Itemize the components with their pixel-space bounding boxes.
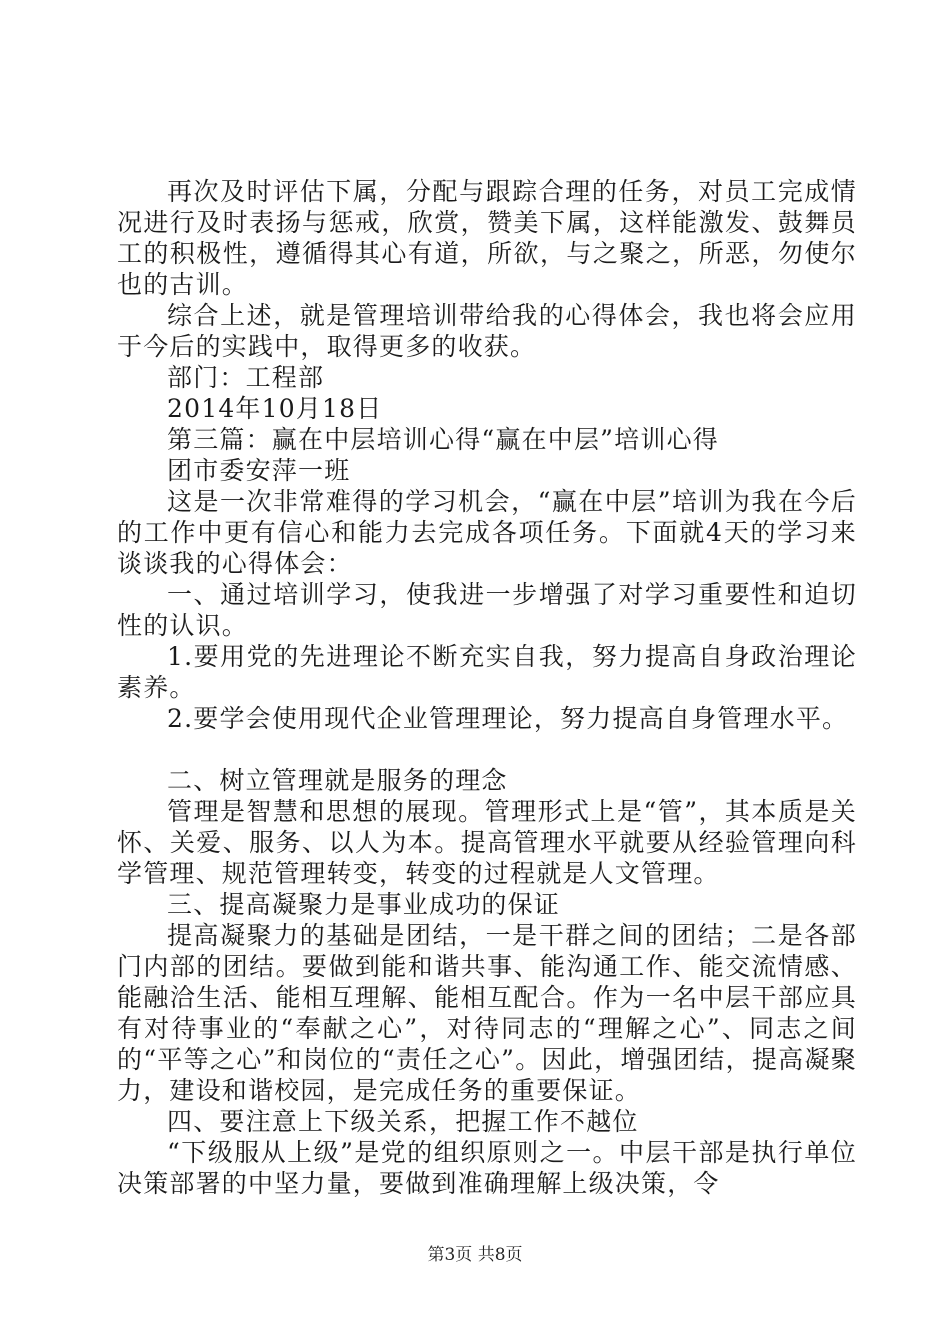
paragraph: 管理是智慧和思想的展现。管理形式上是“管”，其本质是关怀、关爱、服务、以人为本。提高管理水平就要从经验管理向科学管理、规范管理转变，转变的过程就是人文管理。 — [117, 797, 857, 888]
section-title: 第三篇：赢在中层培训心得“赢在中层”培训心得 — [167, 425, 719, 454]
page-number: 第3页 共8页 — [427, 1245, 523, 1265]
paragraph: 提高凝聚力的基础是团结，一是干群之间的团结；二是各部门内部的团结。要做到能和谐共事、能沟通工作、能交流情感、能融洽生活、能相互理解、能相互配合。作为一名中层干部应具有对待事业的“奉献之心”，对待同志的“理解之心”、同志之间的“平等之心”和岗位的“责任之心”。因此，增强团结，提高凝聚力，建设和谐校园，是完成任务的重要保证。 — [117, 921, 857, 1105]
paragraph: 综合上述，就是管理培训带给我的心得体会，我也将会应用于今后的实践中，取得更多的收获。 — [117, 301, 857, 361]
heading: 四、要注意上下级关系，把握工作不越位 — [167, 1107, 639, 1136]
date-line: 2014年10月18日 — [167, 394, 383, 423]
list-item: 2.要学会使用现代企业管理理论，努力提高自身管理水平。 — [167, 704, 849, 733]
heading: 二、树立管理就是服务的理念 — [167, 766, 508, 795]
paragraph: 再次及时评估下属，分配与跟踪合理的任务，对员工完成情况进行及时表扬与惩戒，欣赏，赞美下属，这样能激发、鼓舞员工的积极性，遵循得其心有道，所欲，与之聚之，所恶，勿使尔也的古训。 — [117, 177, 857, 299]
paragraph: 一、通过培训学习，使我进一步增强了对学习重要性和迫切性的认识。 — [117, 580, 857, 640]
document-body — [117, 176, 857, 1199]
paragraph: “下级服从上级”是党的组织原则之一。中层干部是执行单位决策部署的中坚力量，要做到准确理解上级决策，令 — [117, 1138, 857, 1198]
paragraph: 这是一次非常难得的学习机会，“赢在中层”培训为我在今后的工作中更有信心和能力去完成各项任务。下面就4天的学习来谈谈我的心得体会： — [117, 487, 857, 578]
list-item: 1.要用党的先进理论不断充实自我，努力提高自身政治理论素养。 — [117, 642, 857, 702]
heading: 三、提高凝聚力是事业成功的保证 — [167, 890, 561, 919]
author-line: 团市委安萍一班 — [167, 456, 351, 485]
department-line: 部门：工程部 — [167, 363, 325, 392]
